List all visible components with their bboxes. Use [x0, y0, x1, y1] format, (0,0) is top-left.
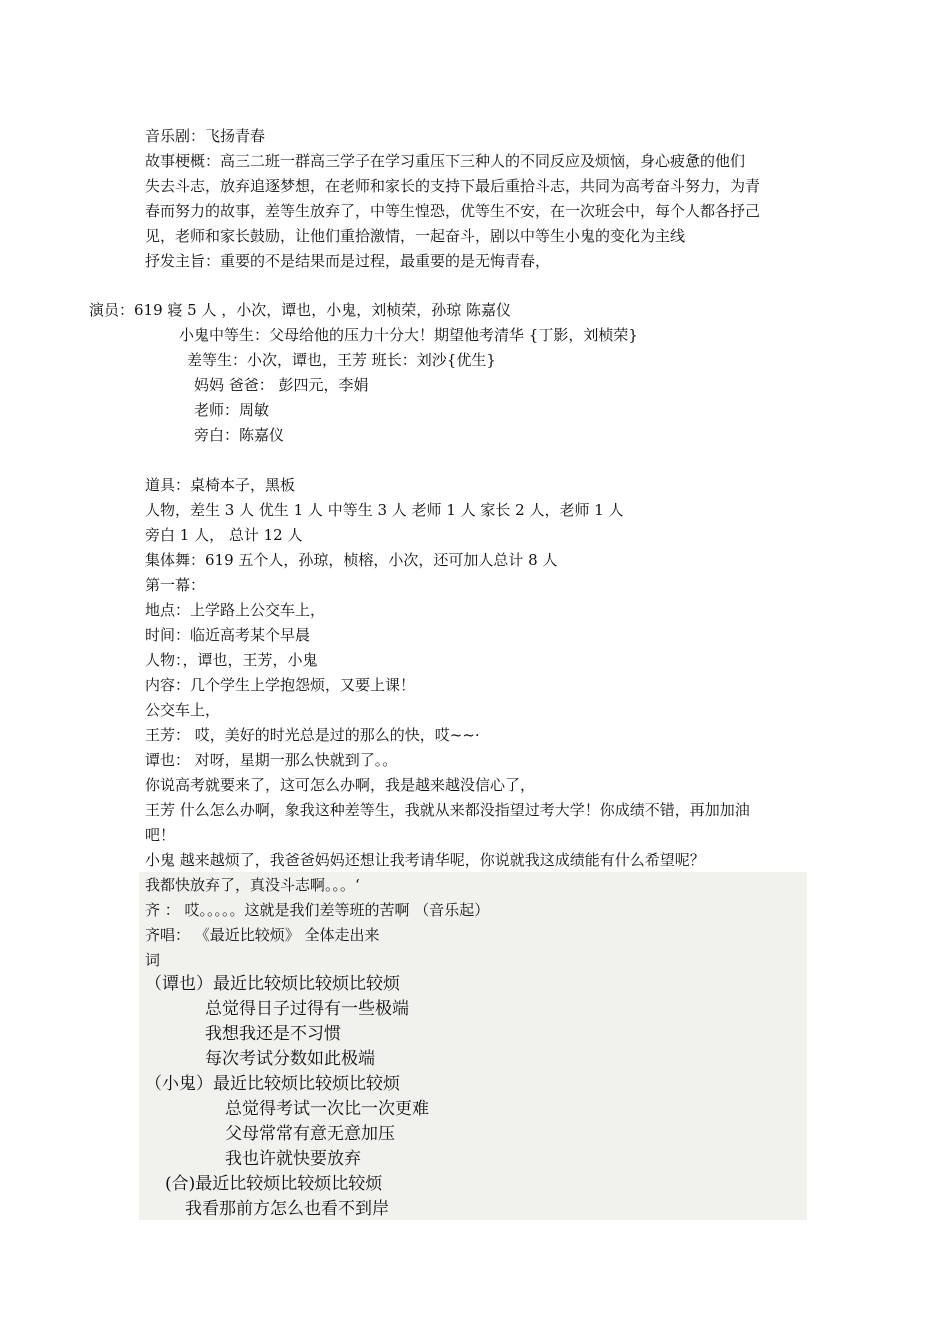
cast-line: 旁白：陈嘉仪: [194, 426, 285, 444]
synopsis-line: 见，老师和家长鼓励，让他们重拾激情，一起奋斗，剧以中等生小鬼的变化为主线: [145, 227, 686, 245]
lyric-line: 我想我还是不习惯: [205, 1024, 341, 1044]
body-line: 人物，差生 3 人 优生 1 人 中等生 3 人 老师 1 人 家长 2 人，老师 1 人: [145, 501, 624, 519]
body-line: 人物：，谭也，王芳，小鬼: [145, 651, 318, 669]
theme-line: 抒发主旨：重要的不是结果而是过程，最重要的是无悔青春，: [145, 252, 551, 270]
body-line: 时间：临近高考某个早晨: [145, 626, 311, 644]
dialogue-line: 我都快放弃了，真没斗志啊。。。‘: [145, 876, 360, 894]
cast-line: 老师：周敏: [194, 401, 270, 419]
synopsis-line: 春而努力的故事，差等生放弃了，中等生惶恐，优等生不安，在一次班会中，每个人都各抒己: [145, 202, 761, 220]
dialogue-line: 齐 ： 哎。。。。。这就是我们差等班的苦啊 （音乐起）: [145, 901, 490, 919]
lyric-line: （小鬼）最近比较烦比较烦比较烦: [145, 1074, 400, 1094]
lyric-line: 父母常常有意无意加压: [225, 1124, 395, 1144]
dialogue-line: 齐唱： 《最近比较烦》 全体走出来: [145, 926, 380, 944]
body-line: 旁白 1 人， 总计 12 人: [145, 526, 303, 544]
dialogue-line: 王芳 什么怎么办啊，象我这种差等生，我就从来都没指望过考大学！你成绩不错，再加加油: [145, 801, 750, 819]
dialogue-line: 王芳： 哎，美好的时光总是过的那么的快，哎~~·: [145, 726, 480, 744]
lyric-line: 我看那前方怎么也看不到岸: [185, 1199, 389, 1219]
body-line: 公交车上，: [145, 701, 221, 719]
dialogue-line: 吧！: [145, 826, 176, 844]
body-line: 集体舞：619 五个人，孙琼，桢榕，小次，还可加人总计 8 人: [145, 551, 558, 569]
body-line: 地点：上学路上公交车上，: [145, 601, 326, 619]
lyric-line: 我也许就快要放弃: [225, 1149, 361, 1169]
dialogue-line: 小鬼 越来越烦了，我爸爸妈妈还想让我考请华呢，你说就我这成绩能有什么希望呢？: [145, 851, 705, 869]
lyric-line: (合)最近比较烦比较烦比较烦: [165, 1174, 383, 1194]
synopsis-line: 失去斗志，放弃追逐梦想，在老师和家长的支持下最后重拾斗志，共同为高考奋斗努力，为青: [145, 177, 761, 195]
cast-line: 小鬼中等生：父母给他的压力十分大！期望他考清华 {丁影，刘桢荣}: [179, 326, 638, 344]
lyric-line: （谭也）最近比较烦比较烦比较烦: [145, 974, 400, 994]
play-title: 音乐剧：飞扬青春: [145, 127, 266, 145]
lyric-line: 总觉得日子过得有一些极端: [205, 999, 409, 1019]
cast-line: 演员：619 寝 5 人 ，小次，谭也，小鬼，刘桢荣，孙琼 陈嘉仪: [89, 301, 512, 319]
lyric-line: 每次考试分数如此极端: [205, 1049, 375, 1069]
act-heading: 第一幕：: [145, 576, 206, 594]
cast-line: 差等生：小次，谭也，王芳 班长：刘沙{优生}: [187, 351, 496, 369]
lyrics-heading: 词: [145, 951, 161, 969]
lyric-line: 总觉得考试一次比一次更难: [225, 1099, 429, 1119]
cast-line: 妈妈 爸爸： 彭四元，李娟: [194, 376, 369, 394]
body-line: 内容：几个学生上学抱怨烦，又要上课！: [145, 676, 416, 694]
props-line: 道具：桌椅本子，黑板: [145, 476, 296, 494]
dialogue-line: 谭也： 对呀，星期一那么快就到了。。: [145, 751, 398, 769]
synopsis-line: 故事梗概：高三二班一群高三学子在学习重压下三种人的不同反应及烦恼，身心疲惫的他们: [145, 152, 746, 170]
dialogue-line: 你说高考就要来了，这可怎么办啊，我是越来越没信心了，: [145, 776, 536, 794]
